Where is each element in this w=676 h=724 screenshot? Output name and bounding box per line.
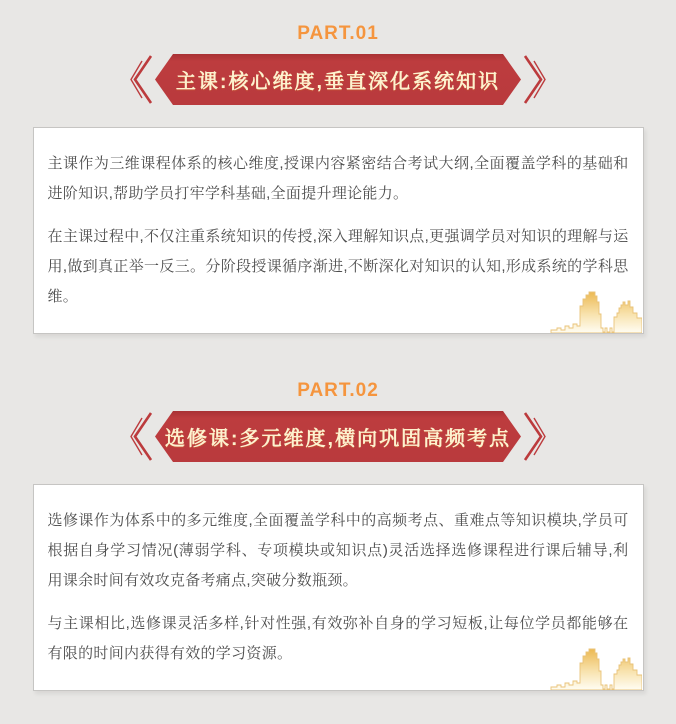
section-banner-title: 主课:核心维度,垂直深化系统知识 (175, 70, 501, 93)
card-paragraph: 选修课作为体系中的多元维度,全面覆盖学科中的高频考点、重难点等知识模块,学员可根据自身学习情况(薄弱学科、专项模块或知识点)灵活选择选修课程进行课后辅导,利用课余时间有效攻克备考痛点,突破分数瓶颈。 (47, 512, 629, 589)
content-card (33, 127, 644, 334)
ribbon-banner (129, 53, 547, 106)
section-banner-title: 选修课:多元维度,横向巩固高频考点 (164, 427, 512, 450)
ribbon-banner (129, 410, 547, 463)
card-paragraph: 主课作为三维课程体系的核心维度,授课内容紧密结合考试大纲,全面覆盖学科的基础和进阶知识,帮助学员打牢学科基础,全面提升理论能力。 (47, 155, 629, 202)
card-paragraph: 与主课相比,选修课灵活多样,针对性强,有效弥补自身的学习短板,让每位学员都能够在有限的时间内获得有效的学习资源。 (47, 615, 629, 662)
card-paragraph: 在主课过程中,不仅注重系统知识的传授,深入理解知识点,更强调学员对知识的理解与运用,做到真正举一反三。分阶段授课循序渐进,不断深化对知识的认知,形成系统的学科思维。 (47, 228, 629, 305)
section-part-01 (0, 23, 676, 334)
part-number-label: PART.02 (297, 380, 379, 401)
part-number-label: PART.01 (297, 23, 379, 44)
content-card (33, 484, 644, 691)
section-part-02 (0, 380, 676, 691)
